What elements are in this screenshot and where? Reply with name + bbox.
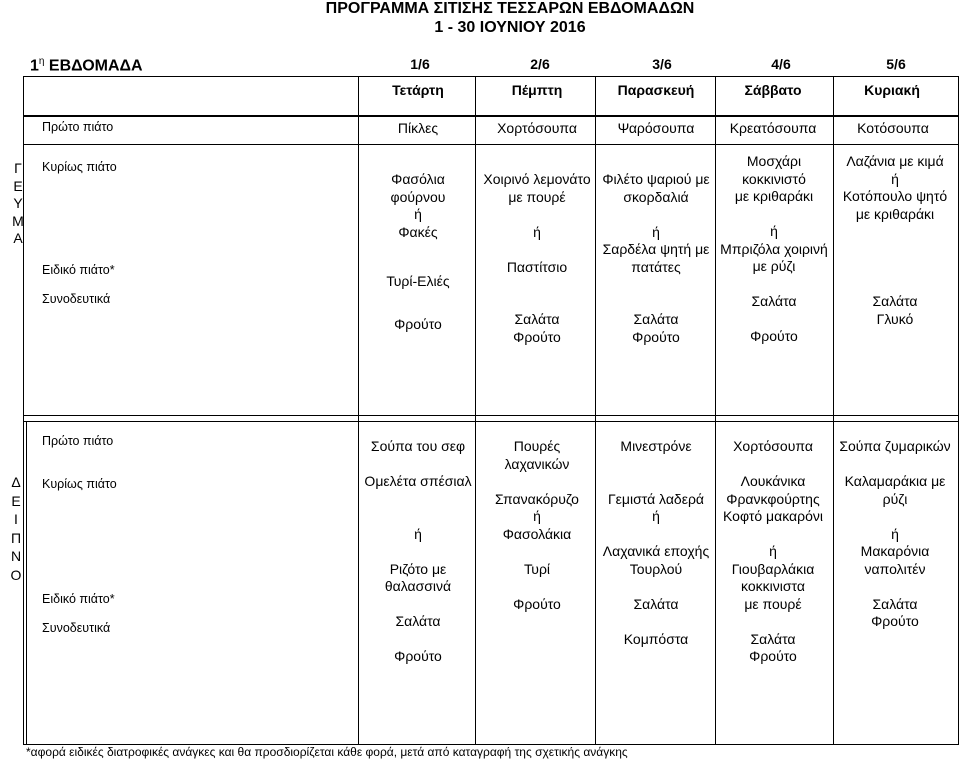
- first-course-1: Πίκλες: [397, 120, 439, 136]
- date-2: 2/6: [530, 56, 550, 72]
- day-3: Παρασκευή: [617, 82, 695, 98]
- dinner-cell-5: Σούπα ζυμαρικών Καλαμαράκια με ρύζι ή Μακαρόνια ναπολιτέν Σαλάτα Φρούτο: [839, 438, 951, 629]
- page-title: ΠΡΟΓΡΑΜΜΑ ΣΙΤΙΣΗΣ ΤΕΣΣΑΡΩΝ ΕΒΔΟΜΑΔΩΝ: [325, 0, 695, 17]
- first-course-4: Κρεατόσουπα: [729, 120, 817, 136]
- week-label: $1^\eta$ ΕΒΔΟΜΑΔΑ: [30, 56, 143, 75]
- first-course-2: Χορτόσουπα: [497, 120, 577, 136]
- rule-top: [23, 76, 959, 77]
- rule-dinner-inner: [26, 421, 27, 744]
- dinner-cell-4: Χορτόσουπα Λουκάνικα Φρανκφούρτης Κοφτό μακαρόνι ή Γιουβαρλάκια κοκκινιστα με πουρέ Σαλάτα Φρούτο: [723, 438, 823, 664]
- lunch-side-label: Συνοδευτικά: [42, 292, 111, 306]
- lunch-cell-3: Φιλέτο ψαριού με σκορδαλιά ή Σαρδέλα ψητή με πατάτες Σαλάτα Φρούτο: [602, 171, 710, 345]
- lunch-cell-4: Μοσχάρι κοκκινιστό με κριθαράκι ή Μπριζόλα χοιρινή με ρύζι Σαλάτα Φρούτο: [720, 153, 828, 344]
- lunch-cell-2: Χοιρινό λεμονάτο με πουρέ ή Παστίτσιο Σαλάτα Φρούτο: [483, 171, 591, 345]
- day-4: Σάββατο: [744, 82, 802, 98]
- footnote: *αφορά ειδικές διατροφικές ανάγκες και θα προσδιορίζεται κάθε φορά, μετά από καταγραφή της σχετικής ανάγκης: [26, 745, 628, 759]
- date-1: 1/6: [410, 56, 430, 72]
- rule-col-3: [595, 76, 596, 745]
- dinner-special-label: Ειδικό πιάτο*: [42, 592, 115, 606]
- lunch-special-label: Ειδικό πιάτο*: [42, 263, 115, 277]
- rule-dinner-start: [23, 421, 959, 422]
- page-subtitle: 1 - 30 ΙΟΥΝΙΟΥ 2016: [434, 19, 586, 36]
- rule-col-4: [715, 76, 716, 745]
- first-course-5: Κοτόσουπα: [857, 120, 929, 136]
- lunch-cell-1: Φασόλια φούρνου ή Φακές Τυρί-Ελιές Φρούτο: [386, 171, 450, 332]
- rule-first-course: [23, 144, 959, 145]
- first-course-3: Ψαρόσουπα: [617, 120, 695, 136]
- dinner-side-letters: Δ Ε Ι Π Ν Ο: [10, 474, 22, 583]
- rule-header: [23, 115, 959, 117]
- lunch-side-letters: Γ Ε Υ Μ Α: [12, 160, 24, 246]
- dinner-first-label: Πρώτο πιάτο: [42, 434, 114, 448]
- day-2: Πέμπτη: [511, 82, 563, 98]
- rule-lunch-end: [23, 415, 959, 416]
- dinner-cell-1: Σούπα του σεφ Ομελέτα σπέσιαλ ή Ριζότο με θαλασσινά Σαλάτα Φρούτο: [364, 438, 472, 664]
- lunch-main-label: Κυρίως πιάτο: [42, 160, 117, 174]
- rule-col-5: [833, 76, 834, 745]
- dinner-side-label: Συνοδευτικά: [42, 621, 111, 635]
- date-5: 5/6: [886, 56, 906, 72]
- date-3: 3/6: [652, 56, 672, 72]
- dinner-cell-2: Πουρές λαχανικών Σπανακόρυζο ή Φασολάκια Τυρί Φρούτο: [495, 438, 579, 612]
- day-5: Κυριακή: [864, 82, 920, 98]
- dinner-cell-3: Μινεστρόνε Γεμιστά λαδερά ή Λαχανικά εποχής Τουρλού Σαλάτα Κομπόστα: [602, 438, 710, 647]
- dinner-main-label: Κυρίως πιάτο: [42, 477, 117, 491]
- date-4: 4/6: [771, 56, 791, 72]
- lunch-cell-5: Λαζάνια με κιμά ή Κοτόπουλο ψητό με κριθαράκι Σαλάτα Γλυκό: [842, 153, 948, 327]
- rule-col-1: [358, 76, 359, 745]
- first-course-label: Πρώτο πιάτο: [42, 120, 114, 134]
- day-1: Τετάρτη: [392, 82, 444, 98]
- rule-col-2: [475, 76, 476, 745]
